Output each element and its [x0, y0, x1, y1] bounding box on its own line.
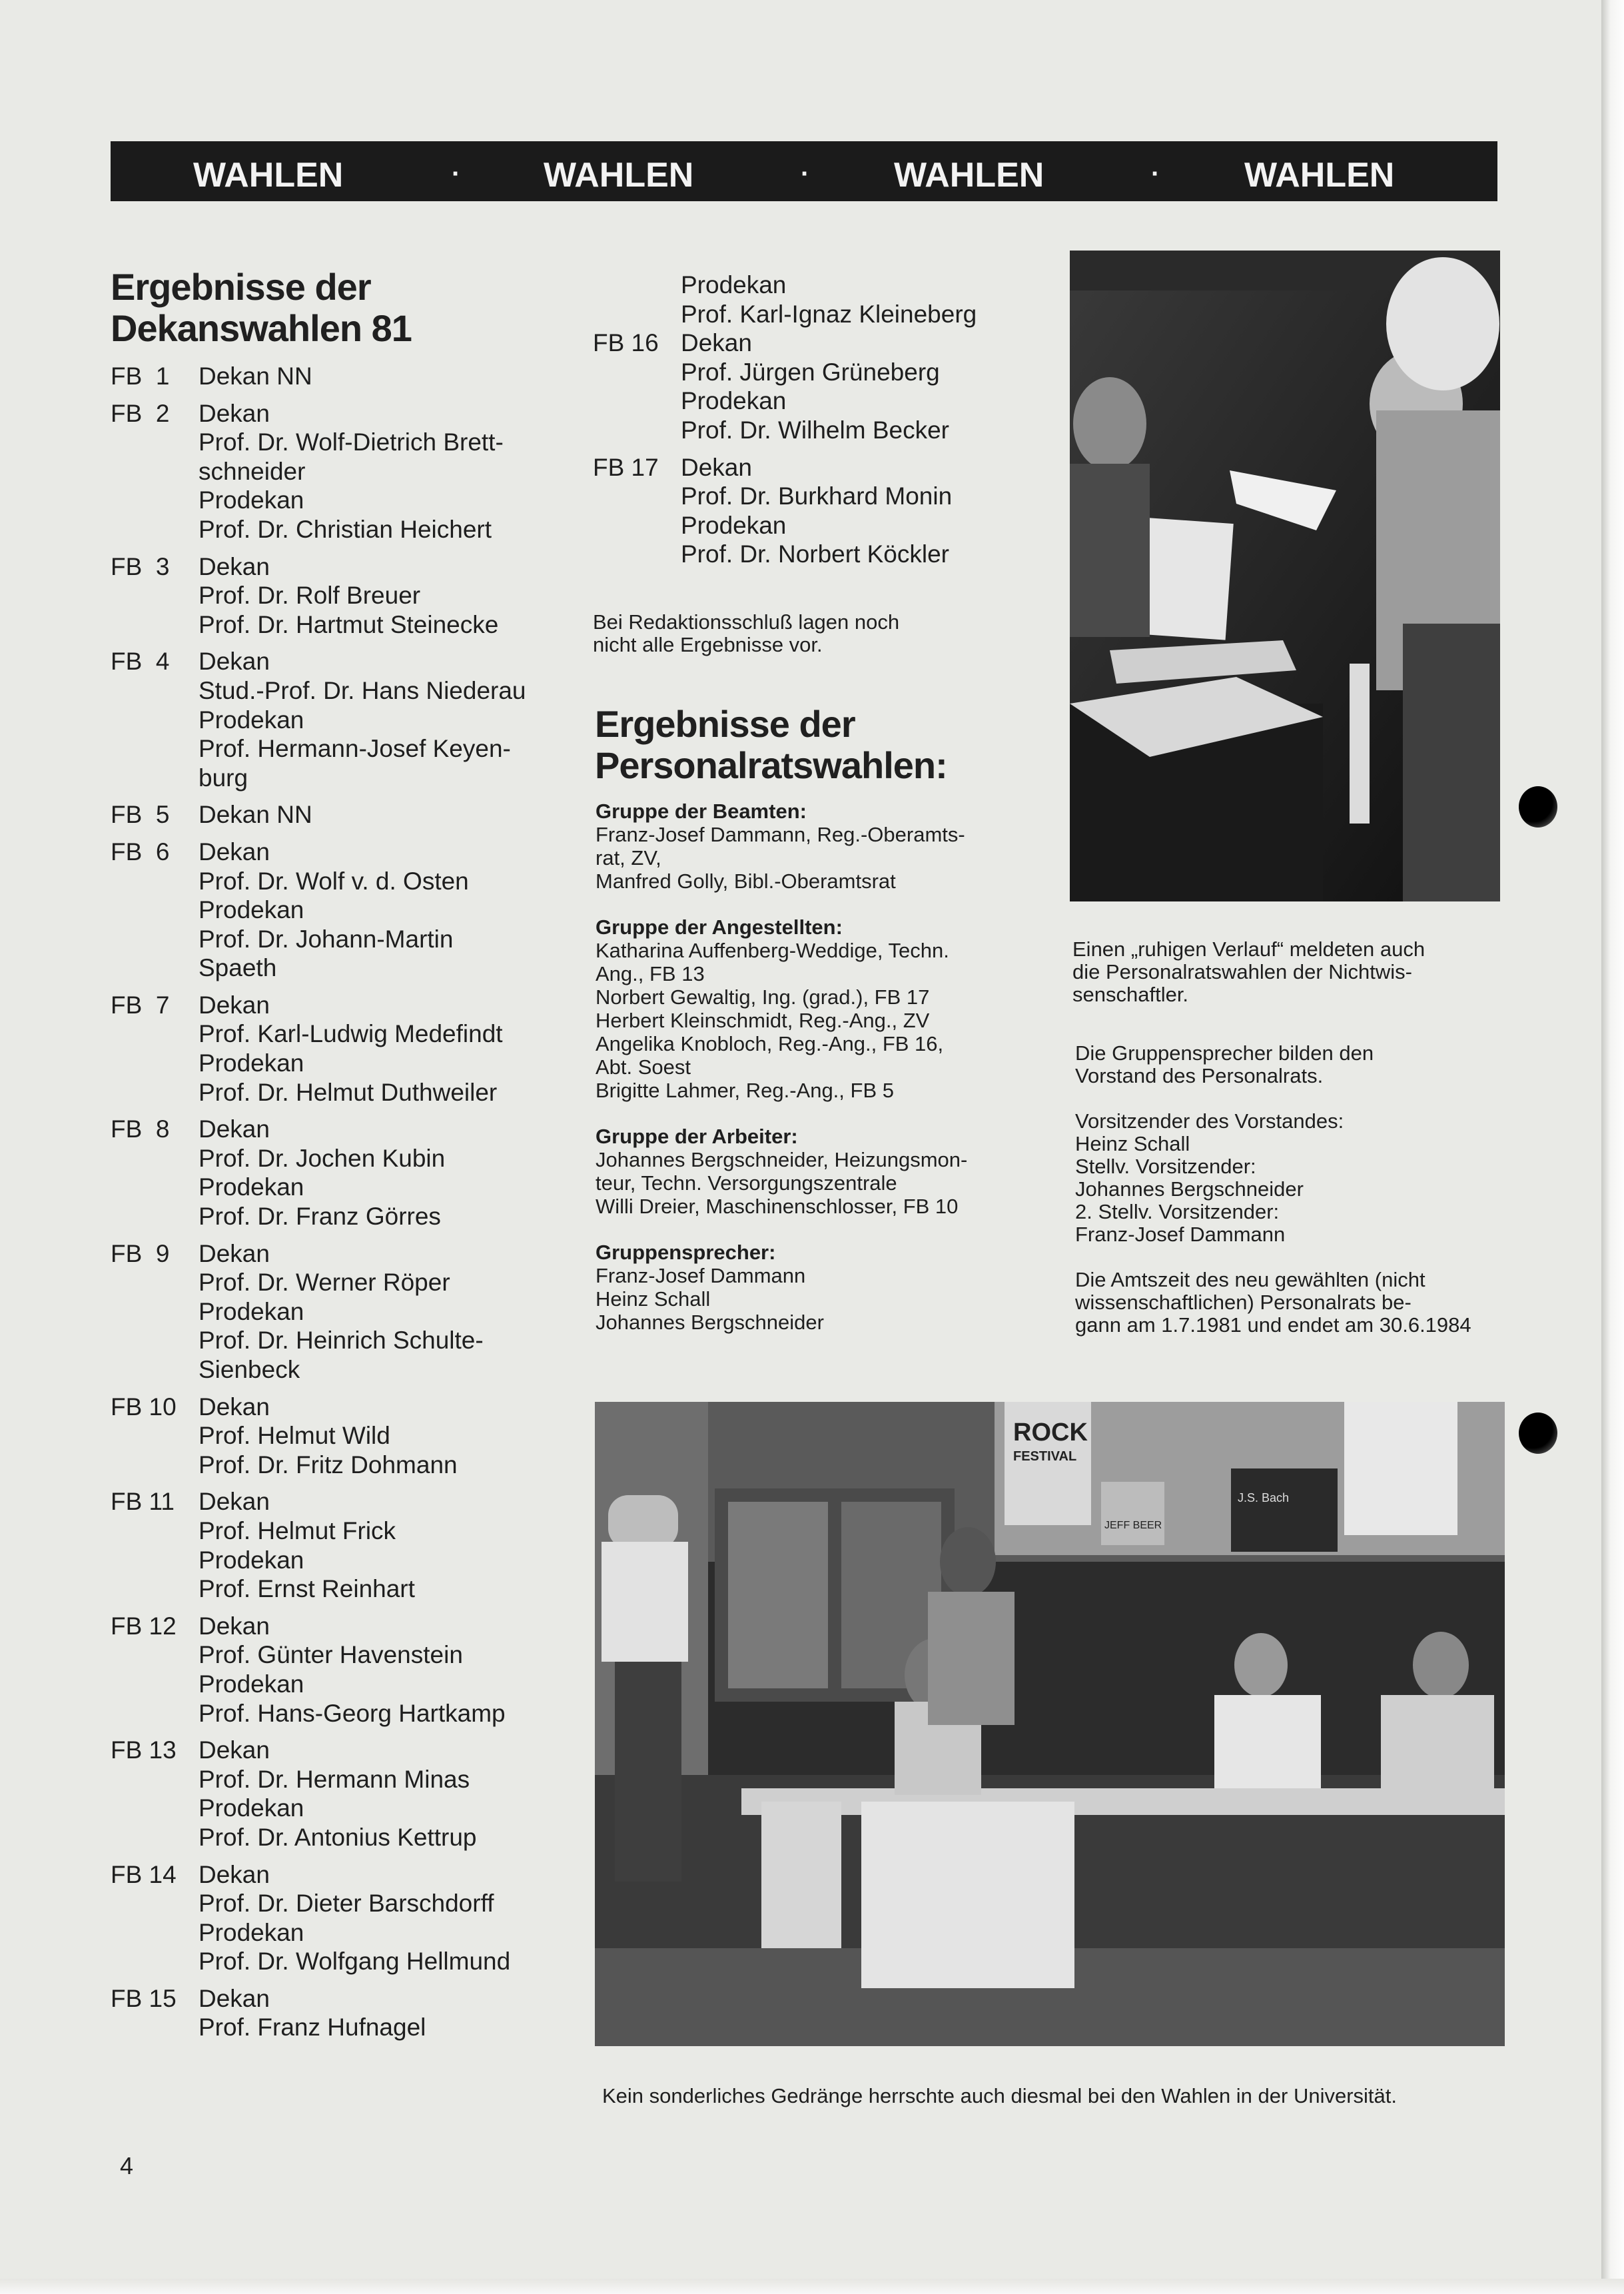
officer-line: Prof. Dr. Werner Röper	[199, 1269, 450, 1297]
fb-label: FB 2	[111, 399, 170, 427]
fb-entry	[111, 1239, 544, 1385]
fb-officers	[199, 1860, 510, 1976]
officer-line: Prodekan	[199, 706, 304, 734]
officer-line: Prof. Dr. Heinrich Schulte-	[199, 1327, 484, 1355]
member-line: rat, ZV,	[596, 846, 661, 869]
officer-line: Prodekan	[199, 1173, 304, 1201]
fb-label: FB 15	[111, 1984, 177, 2012]
officer-line: Prodekan	[199, 1049, 304, 1077]
officer-line: Prof. Jürgen Grüneberg	[681, 358, 940, 386]
officer-line: Prof. Dr. Wilhelm Becker	[681, 416, 949, 444]
officer-line: Prof. Hermann-Josef Keyen-	[199, 735, 511, 763]
officer-line: Prodekan	[199, 486, 304, 514]
officer-line: Prof. Günter Havenstein	[199, 1641, 463, 1669]
fb-label: FB 14	[111, 1860, 177, 1888]
fb-officers	[199, 1115, 445, 1231]
officer-line: Prof. Ernst Reinhart	[199, 1575, 415, 1603]
personalrat-group	[596, 1125, 1028, 1218]
officer-line: Sienbeck	[199, 1356, 300, 1383]
officer-line: Prodekan	[199, 1670, 304, 1698]
personalrat-group	[596, 800, 1028, 893]
officer-line: schneider	[199, 457, 306, 485]
officer-line: Dekan	[199, 1984, 270, 2012]
fb-entry	[593, 328, 1032, 444]
banner-word: WAHLEN	[193, 156, 344, 195]
fb-label: FB 12	[111, 1612, 177, 1640]
officer-line: Dekan	[199, 1239, 270, 1267]
fb-entry	[111, 991, 544, 1107]
fb-officers	[199, 552, 498, 640]
vorstand-block	[1075, 1042, 1503, 1359]
group-heading: Gruppe der Arbeiter:	[596, 1125, 798, 1148]
fb-officers	[199, 991, 503, 1107]
group-heading: Gruppensprecher:	[596, 1241, 776, 1264]
fb-officers	[681, 328, 949, 444]
member-line: Angelika Knobloch, Reg.-Ang., FB 16,	[596, 1032, 944, 1055]
banner-dot: ·	[1151, 159, 1160, 189]
fb-label: FB 3	[111, 552, 170, 580]
officer-line: Dekan	[199, 1488, 270, 1516]
fb-officers	[199, 1736, 477, 1852]
officer-line: Prof. Dr. Franz Görres	[199, 1203, 441, 1231]
officer-line: Prodekan	[199, 1546, 304, 1574]
banner-dot: ·	[452, 159, 461, 189]
officer-line: Prof. Dr. Wolf v. d. Osten	[199, 867, 469, 895]
fb-entry	[593, 453, 1032, 569]
page-bottom-edge	[0, 2279, 1624, 2294]
vorstand-members: Vorsitzender des Vorstandes: Heinz Schall Stellv. Vorsitzender: Johannes Bergschneider 2. Stellv. Vorsitzender: Franz-Josef Dammann	[1075, 1109, 1344, 1246]
officer-line: Dekan NN	[199, 362, 312, 390]
officer-line: Prof. Helmut Frick	[199, 1516, 396, 1544]
officer-line: Stud.-Prof. Dr. Hans Niederau	[199, 676, 526, 704]
fb-entry	[111, 647, 544, 792]
fb-officers	[199, 399, 504, 544]
member-line: Ang., FB 13	[596, 962, 705, 985]
member-line: Norbert Gewaltig, Ing. (grad.), FB 17	[596, 985, 930, 1009]
officer-line: Prof. Franz Hufnagel	[199, 2013, 426, 2041]
fb-label: FB 10	[111, 1393, 177, 1421]
poster-rock-text: ROCK	[1013, 1419, 1088, 1446]
member-line: Abt. Soest	[596, 1055, 691, 1079]
fb-label: FB 11	[111, 1488, 175, 1516]
officer-line: Dekan	[199, 648, 270, 676]
officer-line: Prodekan	[199, 896, 304, 924]
fb-officers	[681, 453, 952, 569]
fb-officers	[199, 1393, 458, 1480]
group-heading: Gruppe der Angestellten:	[596, 915, 843, 939]
officer-line: Dekan	[199, 1115, 270, 1143]
fb-officers	[199, 838, 469, 983]
photo-polling-station	[595, 1402, 1505, 2046]
personalrat-group	[596, 1241, 1028, 1334]
fb-label: FB 16	[593, 329, 659, 357]
officer-line: Prof. Dr. Wolfgang Hellmund	[199, 1948, 511, 1976]
fb15-continuation	[593, 271, 1032, 328]
vorstand-intro: Die Gruppensprecher bilden den Vorstand des Personalrats.	[1075, 1041, 1374, 1087]
officer-line: Prof. Dr. Christian Heichert	[199, 515, 492, 543]
dekanswahlen-title: Ergebnisse der Dekanswahlen 81	[111, 266, 412, 349]
dekanswahlen-list-2	[593, 328, 1032, 569]
officer-line: Spaeth	[199, 954, 277, 982]
fb-entry	[111, 362, 544, 391]
redaktionsschluss-note: Bei Redaktionsschluß lagen noch nicht alle Ergebnisse vor.	[593, 610, 900, 656]
officer-line: Prof. Helmut Wild	[199, 1422, 390, 1450]
personalrat-groups	[596, 800, 1028, 1357]
page-number: 4	[120, 2152, 134, 2179]
banner-word: WAHLEN	[1244, 156, 1395, 195]
officer-line: Prof. Dr. Norbert Köckler	[681, 540, 950, 568]
banner-dot: ·	[801, 159, 810, 189]
officer-line: Prof. Dr. Fritz Dohmann	[199, 1450, 458, 1478]
fb-officers	[199, 1612, 506, 1728]
officer-line: Dekan	[681, 329, 752, 357]
fb-officers	[199, 647, 526, 792]
fb-entry	[111, 800, 544, 830]
fb-label: FB 1	[111, 362, 170, 390]
officer-line: Dekan	[199, 1612, 270, 1640]
officer-line: Prof. Karl-Ignaz Kleineberg	[681, 300, 977, 328]
fb-entry	[111, 1393, 544, 1480]
fb-entry	[111, 1736, 544, 1852]
officer-line: Prof. Dr. Hartmut Steinecke	[199, 610, 499, 638]
fb-entry	[111, 1115, 544, 1231]
member-line: teur, Techn. Versorgungszentrale	[596, 1171, 897, 1195]
poster-festival-text: FESTIVAL	[1013, 1449, 1077, 1464]
fb-officers	[199, 1239, 484, 1385]
officer-line: Prodekan	[681, 511, 787, 539]
member-line: Manfred Golly, Bibl.-Oberamtsrat	[596, 869, 896, 893]
fb-officers	[199, 1984, 426, 2042]
fb-label: FB 17	[593, 453, 659, 481]
fb-entry	[111, 552, 544, 640]
banner-word: WAHLEN	[894, 156, 1044, 195]
page-edge	[1601, 0, 1624, 2294]
officer-line: Prof. Dr. Dieter Barschdorff	[199, 1890, 494, 1918]
officer-line: Dekan NN	[199, 801, 312, 829]
officer-line: Prof. Dr. Rolf Breuer	[199, 582, 421, 610]
fb-label: FB 8	[111, 1115, 170, 1143]
member-line: Franz-Josef Dammann	[596, 1264, 806, 1287]
fb-label: FB 5	[111, 801, 170, 829]
officer-line: Prof. Karl-Ludwig Medefindt	[199, 1020, 503, 1048]
photo-ballot-desk	[1070, 251, 1500, 901]
fb-officers	[199, 362, 312, 391]
officer-line: Prof. Hans-Georg Hartkamp	[199, 1699, 506, 1727]
punch-hole	[1519, 786, 1557, 828]
member-line: Johannes Bergschneider, Heizungsmon-	[596, 1148, 968, 1171]
officer-line: Dekan	[199, 1736, 270, 1764]
officer-line: Dekan	[199, 399, 270, 427]
amtszeit-text: Die Amtszeit des neu gewählten (nicht wissenschaftlichen) Personalrats be- gann am 1.7.1981 und endet am 30.6.1984	[1075, 1268, 1471, 1337]
officer-line: Dekan	[199, 838, 270, 865]
officer-line: Prodekan	[199, 1794, 304, 1822]
officer-line: burg	[199, 764, 248, 792]
photo2-caption: Kein sonderliches Gedränge herrschte auch diesmal bei den Wahlen in der Universität.	[602, 2084, 1398, 2107]
officer-line: Dekan	[199, 1860, 270, 1888]
fb-officers	[199, 800, 312, 830]
fb-label: FB 4	[111, 648, 170, 676]
officer-line: Prof. Dr. Hermann Minas	[199, 1765, 470, 1793]
fb-label: FB 7	[111, 991, 170, 1019]
officer-line: Dekan	[681, 453, 752, 481]
member-line: Johannes Bergschneider	[596, 1311, 824, 1334]
dekanswahlen-column-2	[593, 271, 1032, 577]
personalratswahlen-title: Ergebnisse der Personalratswahlen:	[595, 703, 947, 786]
fb-label: FB 6	[111, 838, 170, 865]
punch-hole	[1519, 1413, 1557, 1454]
fb-label: FB 13	[111, 1736, 177, 1764]
officer-line: Prodekan	[199, 1918, 304, 1946]
officer-line: Prodekan	[681, 387, 787, 415]
member-line: Heinz Schall	[596, 1287, 711, 1311]
officer-line: Dekan	[199, 1393, 270, 1421]
banner-word: WAHLEN	[544, 156, 694, 195]
fb-entry	[111, 838, 544, 983]
poster-bach-text: J.S. Bach	[1238, 1491, 1290, 1504]
fb-entry	[111, 1860, 544, 1976]
officer-line: Prof. Dr. Johann-Martin	[199, 925, 454, 953]
officer-line: Prof. Dr. Antonius Kettrup	[199, 1823, 477, 1851]
member-line: Herbert Kleinschmidt, Reg.-Ang., ZV	[596, 1009, 930, 1032]
personalrat-group	[596, 915, 1028, 1102]
officer-line: Prof. Dr. Helmut Duthweiler	[199, 1078, 498, 1106]
member-line: Brigitte Lahmer, Reg.-Ang., FB 5	[596, 1079, 894, 1102]
fb-officers	[199, 1487, 415, 1603]
fb-label: FB 9	[111, 1239, 170, 1267]
fb-entry	[111, 1984, 544, 2042]
fb-entry	[111, 1487, 544, 1603]
officer-line: Prodekan	[681, 271, 787, 298]
member-line: Katharina Auffenberg-Weddige, Techn.	[596, 939, 949, 962]
fb-entry	[111, 399, 544, 544]
dekanswahlen-column-1	[111, 362, 544, 2050]
officer-line: Dekan	[199, 552, 270, 580]
officer-line: Prof. Dr. Wolf-Dietrich Brett-	[199, 428, 504, 456]
fb-entry	[111, 1612, 544, 1728]
poster-jeff-text: JEFF BEER	[1104, 1520, 1162, 1531]
officer-line: Prof. Dr. Burkhard Monin	[681, 482, 953, 510]
member-line: Willi Dreier, Maschinenschlosser, FB 10	[596, 1195, 959, 1218]
photo1-caption: Einen „ruhigen Verlauf“ meldeten auch die Personalratswahlen der Nichtwis- senschaftler.	[1072, 937, 1425, 1006]
wahlen-banner	[111, 141, 1497, 201]
officer-line: Prof. Dr. Jochen Kubin	[199, 1144, 446, 1172]
officer-line: Dekan	[199, 991, 270, 1019]
group-heading: Gruppe der Beamten:	[596, 800, 807, 823]
member-line: Franz-Josef Dammann, Reg.-Oberamts-	[596, 823, 965, 846]
officer-line: Prodekan	[199, 1297, 304, 1325]
